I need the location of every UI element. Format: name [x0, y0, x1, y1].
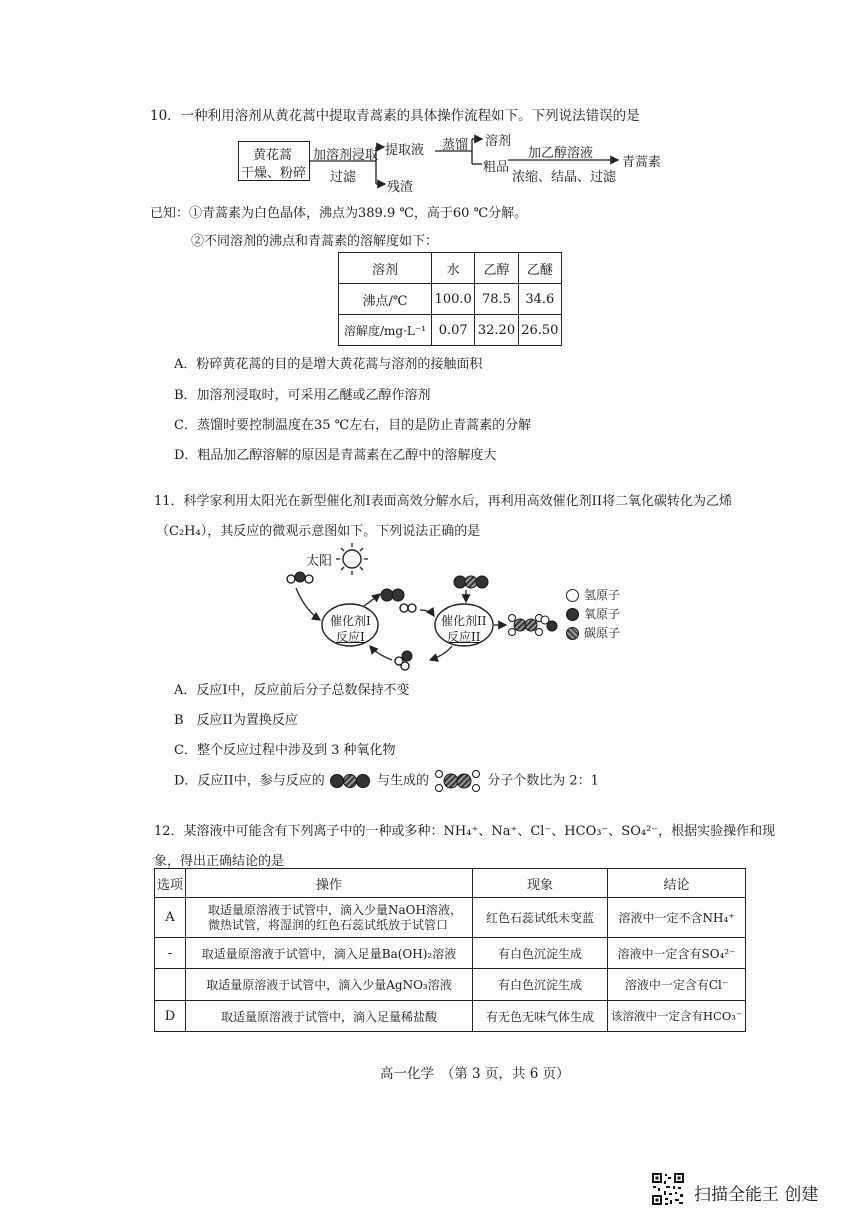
row-a-operation: 取适量原溶液于试管中，滴入少量NaOH溶液，微热试管，将湿润的红色石蕊试纸放于试管口 [186, 898, 473, 938]
flow-solvent: 溶剂 [485, 134, 512, 149]
catalyst2-label: 催化剂II [441, 614, 487, 628]
flow-step2-bottom: 浓缩、结晶、过滤 [512, 170, 617, 185]
flow-arrows [0, 0, 867, 220]
co2-molecule-inline-icon [329, 773, 373, 789]
row-d-operation: 取适量原溶液于试管中，滴入足量稀盐酸 [186, 1001, 473, 1032]
legend-oxygen-label: 氧原子 [584, 607, 621, 621]
q11-stem-line1: 11．科学家利用太阳光在新型催化剂I表面高效分解水后，再利用高效催化剂II将二氧化碳转化为乙烯 [154, 494, 732, 509]
row-b-option: - [155, 938, 186, 969]
row-c-phenomenon: 有白色沉淀生成 [473, 969, 608, 1001]
water-molecule-icon [287, 572, 313, 583]
water-molecule-product-icon [541, 616, 557, 631]
hydrogen-molecule-icon [400, 604, 416, 612]
flow-extract: 提取液 [385, 143, 425, 158]
legend-hydrogen-label: 氢原子 [584, 588, 621, 602]
flow-product: 青蒿素 [622, 155, 662, 170]
td-bp-ether: 34.6 [518, 284, 561, 315]
table-row [155, 969, 746, 1001]
row-d-option: D [155, 1001, 186, 1032]
th-phenomenon: 现象 [473, 869, 608, 898]
q12-experiment-table [154, 868, 746, 1032]
legend-carbon-label: 碳原子 [584, 626, 621, 640]
table-row [155, 898, 746, 938]
table-row [155, 938, 746, 969]
td-sol-ether: 26.50 [518, 315, 561, 346]
th-solvent: 溶剂 [339, 253, 432, 284]
flow-step2-top: 加乙醇溶液 [528, 146, 594, 161]
row-a-phenomenon: 红色石蕊试纸未变蓝 [473, 898, 608, 938]
q10-option-c: C．蒸馏时要控制温度在35 ℃左右，目的是防止青蒿素的分解 [174, 418, 532, 433]
row-c-operation: 取适量原溶液于试管中，滴入少量AgNO₃溶液 [186, 969, 473, 1001]
th-operation: 操作 [186, 869, 473, 898]
row-d-phenomenon: 有无色无味气体生成 [473, 1001, 608, 1032]
th-ethanol: 乙醇 [475, 253, 518, 284]
ethylene-molecule-inline-icon [433, 769, 483, 793]
flow-step1-bottom: 过滤 [330, 170, 357, 185]
qr-code-icon [651, 1172, 685, 1206]
legend-oxygen [566, 605, 620, 622]
q10-option-d: D．粗品加乙醇溶解的原因是青蒿素在乙醇中的溶解度大 [174, 448, 497, 463]
q10-option-b: B．加溶剂浸取时，可采用乙醚或乙醇作溶剂 [174, 388, 431, 403]
row-d-conclusion: 该溶液中一定含有HCO₃⁻ [608, 1001, 746, 1032]
q12-stem-line2: 象，得出正确结论的是 [154, 854, 285, 869]
reaction-svg [0, 540, 867, 680]
sun-label: 太阳 [306, 554, 333, 569]
row-b-phenomenon: 有白色沉淀生成 [473, 938, 608, 969]
flow-step1-top: 加溶剂浸取 [313, 148, 379, 163]
flow-start-line1: 黄花蒿 [253, 148, 293, 163]
co2-molecule-icon [454, 576, 488, 588]
row-b-conclusion: 溶液中一定含有SO₄²⁻ [608, 938, 746, 969]
th-conclusion: 结论 [608, 869, 746, 898]
q11-option-a: A．反应I中，反应前后分子总数保持不变 [174, 683, 410, 698]
watermark-text: 扫描全能王 创建 [694, 1185, 819, 1205]
row-c-option [155, 969, 186, 1001]
q11-option-d-pre: D．反应II中，参与反应的 [174, 773, 325, 789]
hydrogen-atom-icon [566, 589, 579, 602]
td-bp-water: 100.0 [432, 284, 475, 315]
q11-option-d-post: 分子个数比为 2：1 [487, 773, 599, 789]
q10-option-a: A．粉碎黄花蒿的目的是增大黄花蒿与溶剂的接触面积 [174, 357, 483, 372]
td-sol-label: 溶解度/mg·L⁻¹ [339, 315, 432, 346]
flow-crude: 粗品 [483, 160, 510, 175]
q11-option-b: B 反应II为置换反应 [174, 713, 298, 728]
page-footer: 高一化学 （第 3 页，共 6 页） [380, 1066, 570, 1082]
q12-stem-line1: 12．某溶液中可能含有下列离子中的一种或多种：NH₄⁺、Na⁺、Cl⁻、HCO₃⁻、SO₄²⁻，根据实验操作和现 [154, 824, 776, 839]
catalyst1-label: 催化剂I [330, 614, 371, 628]
table-row [155, 1001, 746, 1032]
q11-option-d-mid: 与生成的 [376, 773, 429, 789]
th-ether: 乙醚 [518, 253, 561, 284]
td-bp-label: 沸点/℃ [339, 284, 432, 315]
q11-stem-line2: （C₂H₄），其反应的微观示意图如下。下列说法正确的是 [156, 524, 481, 539]
oxygen-molecule-icon [381, 589, 404, 601]
td-sol-ethanol: 32.20 [475, 315, 518, 346]
q11-option-c: C．整个反应过程中涉及到 3 种氧化物 [174, 743, 396, 758]
flow-residue: 残渣 [387, 180, 414, 195]
row-c-conclusion: 溶液中一定含有Cl⁻ [608, 969, 746, 1001]
carbon-atom-icon [566, 627, 579, 640]
row-a-conclusion: 溶液中一定不含NH₄⁺ [608, 898, 746, 938]
q11-option-d [174, 769, 599, 793]
reaction2-label: 反应II [447, 630, 481, 644]
th-option: 选项 [155, 869, 186, 898]
q10-known2: ②不同溶剂的沸点和青蒿素的溶解度如下： [191, 234, 439, 249]
water-molecule-bottom-icon [395, 651, 412, 670]
row-b-operation: 取适量原溶液于试管中，滴入足量Ba(OH)₂溶液 [186, 938, 473, 969]
td-bp-ethanol: 78.5 [475, 284, 518, 315]
ethylene-molecule-icon [509, 615, 543, 636]
flow-start-line2: 干燥、粉碎 [241, 166, 307, 181]
oxygen-atom-icon [566, 608, 579, 621]
td-sol-water: 0.07 [432, 315, 475, 346]
flow-distill: 蒸馏 [442, 138, 469, 153]
q10-stem: 10．一种利用溶剂从黄花蒿中提取青蒿素的具体操作流程如下。下列说法错误的是 [150, 108, 640, 124]
q10-known1: 已知：①青蒿素为白色晶体，沸点为389.9 ℃，高于60 ℃分解。 [150, 206, 528, 221]
q10-solvent-table [338, 252, 562, 346]
row-a-option: A [155, 898, 186, 938]
legend-hydrogen [566, 586, 620, 603]
reaction1-label: 反应I [336, 630, 365, 644]
th-water: 水 [432, 253, 475, 284]
legend-carbon [566, 624, 620, 641]
sun-icon [336, 543, 368, 575]
